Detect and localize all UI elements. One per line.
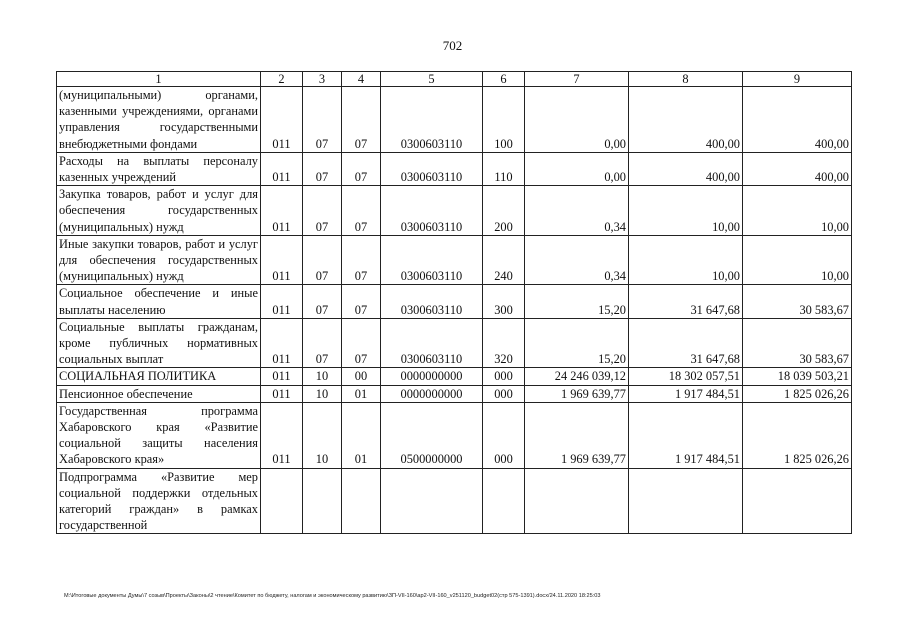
cell-code: 011 [261,87,303,153]
cell-expense-type: 300 [483,285,525,318]
cell-subsection: 07 [342,285,381,318]
table-row [57,87,852,153]
column-header: 2 [261,72,303,87]
cell-amount-2: 10,00 [629,235,743,285]
cell-target-article: 0000000000 [381,385,483,402]
column-header: 8 [629,72,743,87]
cell-code: 011 [261,152,303,185]
cell-amount-1: 0,00 [525,87,629,153]
cell-amount-1 [525,468,629,534]
column-header: 9 [743,72,852,87]
table-row [57,152,852,185]
cell-code: 011 [261,368,303,385]
cell-target-article: 0300603110 [381,318,483,368]
cell-code: 011 [261,385,303,402]
cell-amount-1: 0,34 [525,186,629,236]
cell-section [303,468,342,534]
cell-section: 07 [303,318,342,368]
table-row [57,402,852,468]
column-header: 7 [525,72,629,87]
cell-section: 07 [303,285,342,318]
cell-amount-3: 1 825 026,26 [743,402,852,468]
row-name: Подпрограмма «Развитие мер социальной поддержки отдельных категорий граждан» в рамках государственной [57,468,261,534]
cell-expense-type: 320 [483,318,525,368]
table-row [57,186,852,236]
cell-target-article: 0500000000 [381,402,483,468]
column-header: 6 [483,72,525,87]
cell-target-article: 0300603110 [381,186,483,236]
row-name: Социальное обеспечение и иные выплаты населению [57,285,261,318]
cell-amount-2: 400,00 [629,152,743,185]
cell-subsection: 00 [342,368,381,385]
cell-amount-1: 1 969 639,77 [525,385,629,402]
cell-amount-1: 15,20 [525,318,629,368]
cell-code: 011 [261,402,303,468]
cell-amount-2: 31 647,68 [629,285,743,318]
cell-expense-type: 100 [483,87,525,153]
cell-expense-type: 200 [483,186,525,236]
row-name: Социальные выплаты гражданам, кроме публичных нормативных социальных выплат [57,318,261,368]
cell-code: 011 [261,235,303,285]
cell-target-article [381,468,483,534]
page-number: 702 [442,38,463,53]
cell-expense-type: 240 [483,235,525,285]
cell-subsection: 07 [342,87,381,153]
cell-amount-3: 30 583,67 [743,285,852,318]
table-row [57,318,852,368]
cell-amount-2 [629,468,743,534]
cell-subsection: 07 [342,235,381,285]
column-header: 4 [342,72,381,87]
cell-subsection [342,468,381,534]
cell-amount-3: 1 825 026,26 [743,385,852,402]
cell-expense-type: 110 [483,152,525,185]
cell-code [261,468,303,534]
table-row [57,235,852,285]
footer-file-path: М:\Итоговые документы Думы\7 созыв\Проекты\Законы\2 чтение\Комитет по бюджету, налогам и экономическому развитию\ЗП-VII-160\ap2-VII-160_v251120_budget02(стр 575-1391).docx/24.11.2020 18:25:03 [64,593,601,599]
row-name: Расходы на выплаты персоналу казенных учреждений [57,152,261,185]
cell-expense-type: 000 [483,402,525,468]
cell-code: 011 [261,285,303,318]
row-name: Закупка товаров, работ и услуг для обеспечения государственных (муниципальных) нужд [57,186,261,236]
cell-subsection: 07 [342,186,381,236]
cell-code: 011 [261,186,303,236]
header-row [57,72,852,87]
column-header: 1 [57,72,261,87]
cell-section: 07 [303,152,342,185]
row-name: Государственная программа Хабаровского края «Развитие социальной защиты населения Хабаровского края» [57,402,261,468]
cell-amount-2: 1 917 484,51 [629,402,743,468]
row-name: СОЦИАЛЬНАЯ ПОЛИТИКА [57,368,261,385]
cell-amount-3: 30 583,67 [743,318,852,368]
cell-expense-type: 000 [483,368,525,385]
cell-amount-1: 0,34 [525,235,629,285]
cell-subsection: 07 [342,152,381,185]
cell-code: 011 [261,318,303,368]
table-row [57,285,852,318]
cell-amount-3 [743,468,852,534]
cell-target-article: 0300603110 [381,285,483,318]
cell-amount-2: 400,00 [629,87,743,153]
row-name: Иные закупки товаров, работ и услуг для обеспечения государственных (муниципальных) нужд [57,235,261,285]
cell-amount-1: 15,20 [525,285,629,318]
cell-amount-1: 24 246 039,12 [525,368,629,385]
cell-amount-1: 1 969 639,77 [525,402,629,468]
cell-section: 10 [303,402,342,468]
table-row [57,368,852,385]
cell-section: 10 [303,385,342,402]
cell-amount-3: 18 039 503,21 [743,368,852,385]
row-name: (муниципальными) органами, казенными учреждениями, органами управления государственными внебюджетными фондами [57,87,261,153]
cell-subsection: 01 [342,385,381,402]
cell-amount-3: 10,00 [743,235,852,285]
budget-table [56,71,852,534]
cell-amount-3: 400,00 [743,87,852,153]
cell-amount-1: 0,00 [525,152,629,185]
cell-subsection: 01 [342,402,381,468]
cell-section: 07 [303,235,342,285]
cell-subsection: 07 [342,318,381,368]
table-row [57,385,852,402]
cell-section: 10 [303,368,342,385]
column-header: 3 [303,72,342,87]
cell-target-article: 0300603110 [381,87,483,153]
cell-section: 07 [303,186,342,236]
cell-amount-2: 18 302 057,51 [629,368,743,385]
cell-target-article: 0000000000 [381,368,483,385]
cell-amount-2: 10,00 [629,186,743,236]
cell-amount-2: 1 917 484,51 [629,385,743,402]
row-name: Пенсионное обеспечение [57,385,261,402]
cell-target-article: 0300603110 [381,235,483,285]
cell-amount-3: 400,00 [743,152,852,185]
cell-expense-type [483,468,525,534]
cell-amount-3: 10,00 [743,186,852,236]
table-row [57,468,852,534]
column-header: 5 [381,72,483,87]
cell-target-article: 0300603110 [381,152,483,185]
cell-amount-2: 31 647,68 [629,318,743,368]
cell-expense-type: 000 [483,385,525,402]
cell-section: 07 [303,87,342,153]
